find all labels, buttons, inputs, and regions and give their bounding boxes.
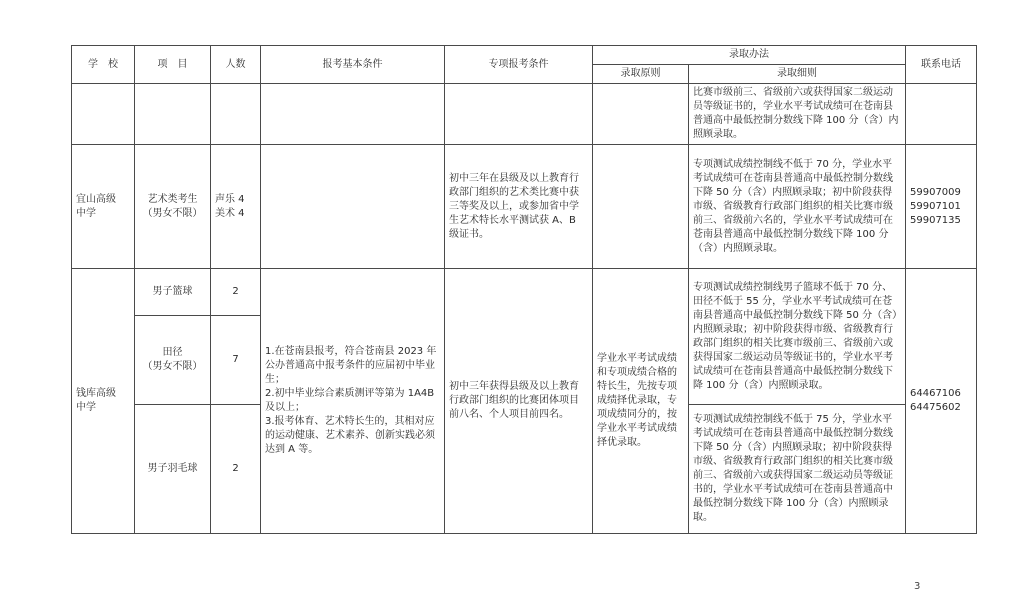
school-name: 钱库高级 中学 bbox=[72, 269, 135, 534]
header-basic-conditions: 报考基本条件 bbox=[261, 46, 445, 84]
cell-empty bbox=[593, 84, 689, 145]
cell-empty bbox=[72, 84, 135, 145]
phone-numbers: 59907009 59907101 59907135 bbox=[906, 145, 977, 269]
special-conditions: 初中三年获得县级及以上教育行政部门组织的比赛团体项目前八名、个人项目前四名。 bbox=[445, 269, 593, 534]
header-row-1 bbox=[72, 46, 977, 65]
header-principle: 录取原则 bbox=[593, 65, 689, 84]
admission-principle: 学业水平考试成绩和专项成绩合格的特长生，先按专项成绩择优录取，专项成绩同分的，按学业水平考试成绩择优录取。 bbox=[593, 269, 689, 534]
cell-empty bbox=[593, 145, 689, 269]
enrollment-count: 声乐 4 美术 4 bbox=[211, 145, 261, 269]
cell-empty bbox=[211, 84, 261, 145]
rules-cell: 比赛市级前三、省级前六或获得国家二级运动员等级证书的，学业水平考试成绩可在苍南县普通高中最低控制分数线下降 100 分（含）内照顾录取。 bbox=[689, 84, 906, 145]
cell-empty bbox=[906, 84, 977, 145]
cell-empty bbox=[135, 84, 211, 145]
header-rules: 录取细则 bbox=[689, 65, 906, 84]
header-count: 人数 bbox=[211, 46, 261, 84]
table-row-qianku-basketball bbox=[72, 269, 977, 316]
header-project: 项 目 bbox=[135, 46, 211, 84]
rules-cell: 专项测试成绩控制线男子篮球不低于 70 分、田径不低于 55 分，学业水平考试成绩可在苍南县普通高中最低控制分数线下降 50 分（含）内照顾录取；初中阶段获得市级、省级教育行政部门组织的相关比赛市级前三、省级前六或获得国家二级运动员等级证书的，学业水平考试成绩可在苍南县普通高中最低控制分数线下降 100 分（含）内照顾录取。 bbox=[689, 269, 906, 405]
table-row-yishan bbox=[72, 145, 977, 269]
rules-cell: 专项测试成绩控制线不低于 75 分，学业水平考试成绩可在苍南县普通高中最低控制分数线下降 50 分（含）内照顾录取；初中阶段获得市级、省级教育行政部门组织的相关比赛市级前三、省级前六或获得国家二级运动员等级证书的，学业水平考试成绩可在苍南县普通高中最低控制分数线下降 100 分（含）内照顾录取。 bbox=[689, 405, 906, 534]
cell-empty bbox=[261, 145, 445, 269]
page-number: 3 bbox=[914, 581, 921, 592]
admission-table bbox=[71, 45, 977, 534]
project-name: 艺术类考生 （男女不限） bbox=[135, 145, 211, 269]
project-name: 男子篮球 bbox=[135, 269, 211, 316]
header-school: 学 校 bbox=[72, 46, 135, 84]
cell-empty bbox=[445, 84, 593, 145]
cell-empty bbox=[261, 84, 445, 145]
school-name: 宜山高级 中学 bbox=[72, 145, 135, 269]
special-conditions: 初中三年在县级及以上教育行政部门组织的艺术类比赛中获三等奖及以上，或参加省中学生艺术特长水平测试获 A、B 级证书。 bbox=[445, 145, 593, 269]
header-admission-method: 录取办法 bbox=[593, 46, 906, 65]
enrollment-count: 2 bbox=[211, 405, 261, 534]
phone-numbers: 64467106 64475602 bbox=[906, 269, 977, 534]
table-row-continued bbox=[72, 84, 977, 145]
project-name: 男子羽毛球 bbox=[135, 405, 211, 534]
project-name: 田径 （男女不限） bbox=[135, 316, 211, 405]
enrollment-count: 7 bbox=[211, 316, 261, 405]
rules-cell: 专项测试成绩控制线不低于 70 分，学业水平考试成绩可在苍南县普通高中最低控制分数线下降 50 分（含）内照顾录取；初中阶段获得市级、省级教育行政部门组织的相关比赛市级前三、省级前六名的，学业水平考试成绩可在苍南县普通高中最低控制分数线下降 100 分（含）内照顾录取。 bbox=[689, 145, 906, 269]
enrollment-count: 2 bbox=[211, 269, 261, 316]
basic-conditions: 1.在苍南县报考，符合苍南县 2023 年公办普通高中报考条件的应届初中毕业生； 2.初中毕业综合素质测评等第为 1A4B 及以上； 3.报考体育、艺术特长生的，其相对应的运动健康、艺术素养、创新实践必须达到 A 等。 bbox=[261, 269, 445, 534]
header-special-conditions: 专项报考条件 bbox=[445, 46, 593, 84]
header-phone: 联系电话 bbox=[906, 46, 977, 84]
